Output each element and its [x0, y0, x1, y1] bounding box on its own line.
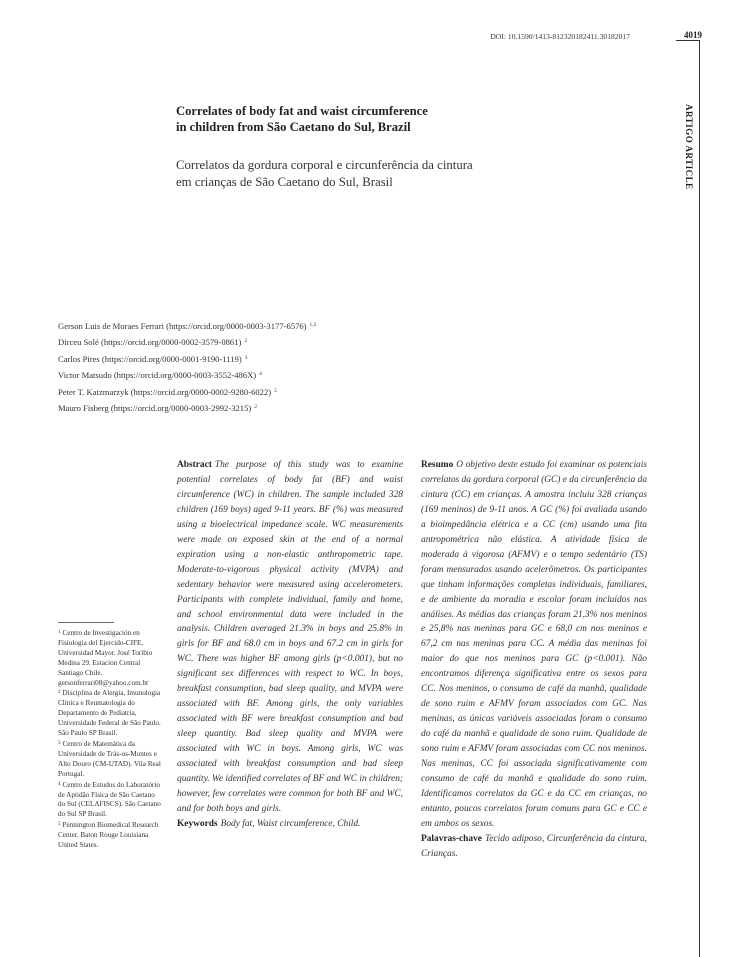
author-list — [58, 318, 478, 416]
author-entry: Dirceu Solé (https://orcid.org/0000-0002-3579-0861) $^2$ — [58, 337, 248, 348]
footnote-item: $^3$ Centro de Matemática da Universidade de Trás-os-Montes e Alto Douro (CM-UTAD). Vila Real Portugal. — [58, 739, 161, 778]
keywords-text: Body fat, Waist circumference, Child. — [220, 818, 361, 829]
palavras-chave-text: Tecido adiposo, Circunferência da cintura, Crianças. — [421, 833, 647, 859]
doi-text: DOI: 10.1590/1413-812320182411.30182017 — [490, 32, 630, 41]
title-english-line: Correlates of body fat and waist circumference — [176, 104, 428, 118]
page-number: 4019 — [684, 30, 702, 40]
author-entry: Gerson Luis de Moraes Ferrari (https://orcid.org/0000-0003-3177-6576) $^{1,2}$ — [58, 321, 317, 331]
palavras-chave-heading: Palavras-chave — [421, 833, 482, 844]
title-portuguese-line: em crianças de São Caetano do Sul, Brasil — [176, 175, 393, 189]
title-portuguese — [176, 157, 656, 191]
title-english — [176, 103, 656, 135]
abstract-text: The purpose of this study was to examine potential correlates of body fat (BF) and waist circumference (WC) in children. The sample included 328 children (169 boys) aged 9-11 years. BF (%) was measured using a bioelectrical impedance scale. WC measurements were made on exposed skin at the end of a normal expiration using a non-elastic anthropometric tape. Moderate-to-vigorous physical activity (MVPA) and sedentary behavior were measured using accelerometers. Participants with complete individual, family and home, and school environmental data were included in the analysis. Children averaged 21.3% in boys and 25.8% in girls for BF and 68.0 cm in boys and 67.2 cm in girls for WC. There was higher BF among girls (p<0.001), but no significant sex differences with respect to WC. In boys, breakfast consumption, bad sleep quality, and MVPA were associated with BF. Among girls, the only variables associated with BF were breakfast consumption and bad sleep quantity. Bad sleep quality and MVPA were associated with WC in boys. Among girls, WC was associated with breakfast consumption and bad sleep quantity. We identified correlates of BF and WC in children; however, few correlates were common for both BF and WC, and for both boys and girls. — [177, 460, 404, 814]
title-english-line: in children from São Caetano do Sul, Brazil — [176, 120, 411, 134]
article-type-label: ARTIGO ARTICLE — [684, 104, 694, 190]
footnote-item: $^5$ Pennington Biomedical Research Center. Baton Rouge Louisiana United States. — [58, 821, 159, 850]
margin-rule — [699, 40, 700, 957]
footnote-item: $^2$ Disciplina de Alergia, Imunologia Clínica e Reumatologia do Departamento de Pediatria, Universidade Federal de São Paulo. São Paulo SP Brasil. — [58, 689, 161, 738]
footnote-item: $^4$ Centro de Estudos do Laboratório de Aptidão Física de São Caetano do Sul (CELAFISCS). São Caetano do Sul SP Brasil. — [58, 780, 161, 819]
header-rule — [676, 40, 700, 41]
abstract-heading: Abstract — [177, 460, 212, 470]
author-entry: Peter T. Katzmarzyk (https://orcid.org/0000-0002-9280-6022) $^5$ — [58, 386, 277, 397]
author-entry: Mauro Fisberg (https://orcid.org/0000-0003-2992-3215) $^2$ — [58, 403, 258, 414]
footnote-rule — [58, 622, 114, 623]
author-entry: Victor Matsudo (https://orcid.org/0000-0003-3552-486X) $^4$ — [58, 370, 262, 381]
resumo-text: O objetivo deste estudo foi examinar os potenciais correlatos da gordura corporal (GC) e da circunferência da cintura (CC) em crianças. A amostra incluiu 328 crianças (169 meninos) de 9-11 anos. A GC (%) foi avaliada usando a bioimpedância elétrica e a CC (cm) usando uma fita antropométrica não elástica. A atividade física de moderada à vigorosa (AFMV) e o tempo sedentário (TS) foram mensurados usando acelerômetros. Os participantes que tinham informações completas individuais, familiares, e de ambiente da moradia e escolar foram incluídos nas análises. As médias das crianças foram 21,3% nos meninos e 25,8% nas meninas para GC e 68,0 cm nos meninos e 67,2 cm nas meninas para CC. A média das meninas foi maior do que nos meninos para GC (p<0.001). Não encontramos diferença significativa entre os sexos para CC. Nos meninos, o consumo de café da manhã, qualidade de sono ruim e AFMV foram associados com GC. Nas meninas, as únicas variáveis associadas foram o consumo do café da manhã e qualidade de sono ruim. Qualidade de sono ruim e AFMV foram associadas com CC nos meninos. Nas meninas, CC foi associada significativamente com consumo de café da manhã e qualidade do sono ruim. Identificamos correlatos da GC e da CC em crianças, no entanto, poucos correlatos foram comuns para GC e CC e em ambos os sexos. — [421, 460, 648, 829]
affiliation-footnotes — [58, 628, 163, 851]
resumo-heading: Resumo — [421, 460, 454, 470]
keywords-heading: Keywords — [177, 818, 218, 829]
abstract-portuguese — [421, 458, 647, 862]
footnote-item: $^1$ Centro de Investigación en Fisiologia del Ejercido-CIFE, Universidad Mayor. José Toribio Medina 29. Estacion Central Santiago Chile. gersonferrari08@yahoo.com.br — [58, 629, 153, 687]
abstract-english — [177, 458, 403, 832]
title-portuguese-line: Correlatos da gordura corporal e circunferência da cintura — [176, 158, 473, 172]
author-entry: Carlos Pires (https://orcid.org/0000-0001-9190-1119) $^3$ — [58, 353, 248, 364]
